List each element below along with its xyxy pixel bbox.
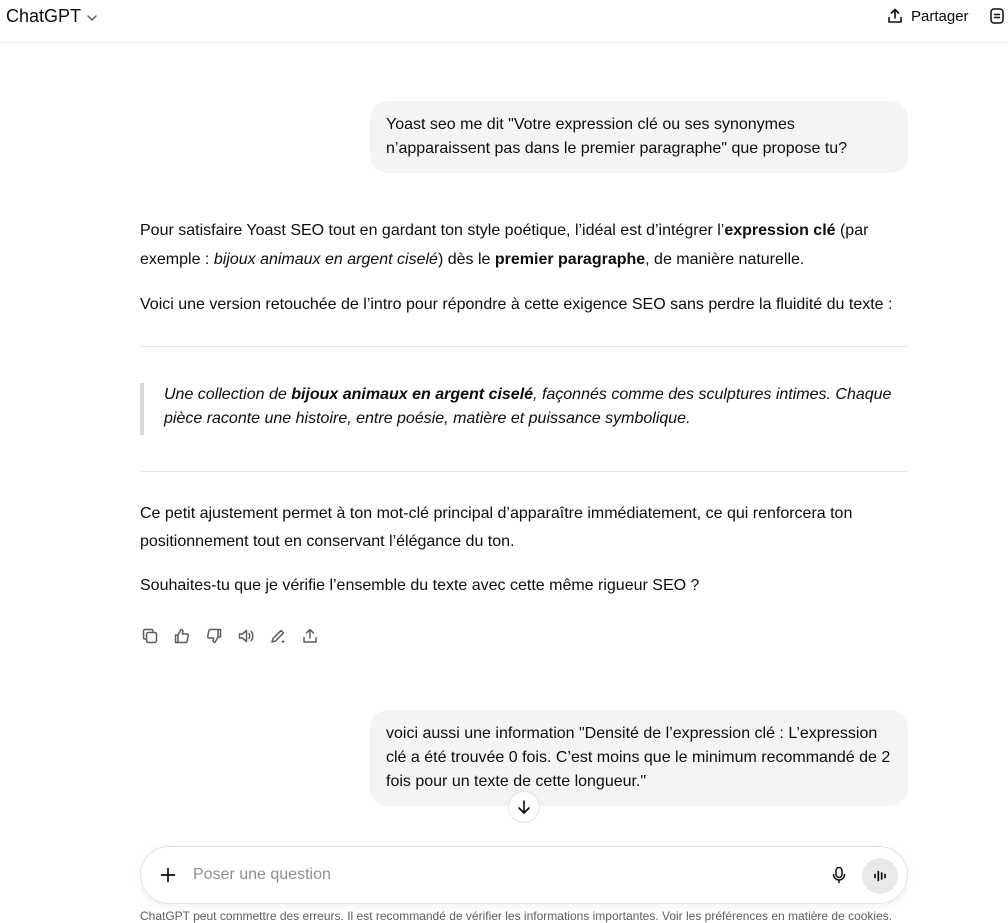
app-title: ChatGPT <box>6 6 82 26</box>
user-message <box>370 710 908 806</box>
share-icon <box>886 7 904 25</box>
scroll-to-bottom-button[interactable] <box>508 791 540 823</box>
quote-keyword: bijoux animaux en argent ciselé <box>291 386 534 403</box>
assistant-paragraph: Souhaites-tu que je vérifie l’ensemble du texte avec cette même rigueur SEO ? <box>140 577 700 594</box>
edit-icon <box>269 627 287 645</box>
assistant-paragraph <box>140 216 908 274</box>
speaker-icon <box>237 627 255 645</box>
divider <box>140 471 908 472</box>
chevron-down-icon <box>85 11 99 25</box>
edit-button[interactable] <box>268 626 288 646</box>
bad-response-button[interactable] <box>204 626 224 646</box>
message-actions <box>140 626 320 646</box>
bold-keyword: premier paragraphe <box>494 251 646 268</box>
quote-text: , façonnés comme des sculptures intimes. Chaque pièce raconte une histoire, entre poésie, matière et puissance symbolique. <box>164 386 892 427</box>
waveform-icon <box>871 867 889 885</box>
model-selector[interactable] <box>6 6 99 27</box>
share-icon <box>301 627 319 645</box>
share-label: Partager <box>911 7 969 25</box>
text-segment: ) dès le <box>437 251 495 268</box>
user-message-text: voici aussi une information "Densité de l’expression clé : L’expression clé a été trouvée 0 fois. C’est moins que le minimum recommandé de 2 fois pour un texte de cette longueur." <box>386 725 891 790</box>
user-message-text: Yoast seo me dit "Votre expression clé ou ses synonymes n’apparaissent pas dans le premier paragraphe" que propose tu? <box>386 116 848 157</box>
blockquote <box>140 383 908 435</box>
text-segment: , de manière naturelle. <box>645 251 805 268</box>
prompt-input[interactable] <box>193 863 793 887</box>
thumbs-up-icon <box>173 627 191 645</box>
good-response-button[interactable] <box>172 626 192 646</box>
user-message <box>370 101 908 173</box>
bold-keyword: expression clé <box>724 222 836 239</box>
share-message-button[interactable] <box>300 626 320 646</box>
disclaimer: ChatGPT peut commettre des erreurs. Il est recommandé de vérifier les informations importantes. Voir les préférences en matière de cookies. <box>140 909 893 923</box>
assistant-paragraph: Ce petit ajustement permet à ton mot-clé principal d’apparaître immédiatement, ce qui renforcera ton positionnement tout en conservant l’élégance du ton. <box>140 505 853 550</box>
read-aloud-button[interactable] <box>236 626 256 646</box>
microphone-icon[interactable] <box>829 865 849 885</box>
thumbs-down-icon <box>205 627 223 645</box>
assistant-paragraph: Voici une version retouchée de l’intro pour répondre à cette exigence SEO sans perdre la fluidité du texte : <box>140 296 893 313</box>
notes-icon[interactable] <box>988 7 1006 25</box>
text-segment: Pour satisfaire Yoast SEO tout en gardant ton style poétique, l’idéal est d’intégrer l’ <box>140 222 725 239</box>
voice-mode-button[interactable] <box>862 858 898 894</box>
divider <box>140 346 908 347</box>
text-segment: (par exemple : <box>140 222 869 268</box>
arrow-down-icon <box>515 798 533 816</box>
composer <box>140 846 908 904</box>
copy-icon <box>141 627 159 645</box>
quote-text: Une collection de <box>164 386 292 403</box>
italic-example: bijoux animaux en argent ciselé <box>213 251 438 268</box>
share-button[interactable] <box>886 5 969 27</box>
top-bar <box>0 0 1008 43</box>
plus-icon[interactable] <box>158 865 178 885</box>
copy-button[interactable] <box>140 626 160 646</box>
